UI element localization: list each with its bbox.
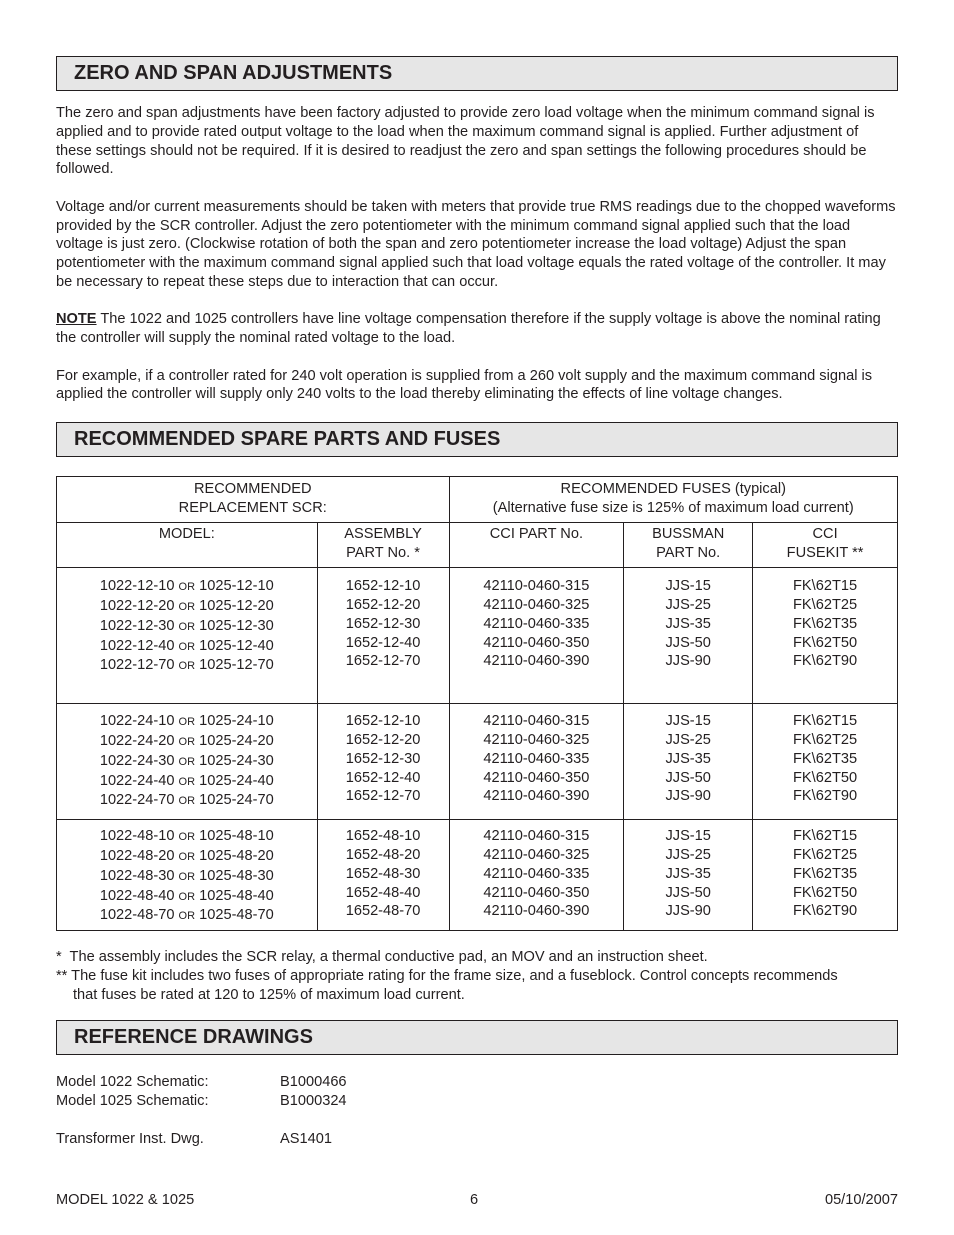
model-1025: 1025-12-40 (199, 637, 274, 654)
table-line: 42110-0460-315 (483, 828, 590, 845)
table-line: 1652-12-30 (345, 615, 421, 632)
column-header-bussman (624, 523, 753, 568)
table-line: FK\62T90 (793, 653, 858, 670)
header-text: BUSSMAN (652, 526, 725, 543)
page-content (56, 56, 898, 1148)
or-word: OR (178, 716, 196, 729)
table-line: 42110-0460-325 (483, 846, 590, 863)
table-row-group (57, 704, 898, 820)
table-line (57, 867, 317, 887)
table-line: 1652-12-20 (345, 596, 421, 613)
reference-label: Model 1025 Schematic: (56, 1093, 209, 1110)
reference-item (56, 1073, 898, 1092)
zero-span-heading: ZERO AND SPAN ADJUSTMENTS (56, 56, 898, 91)
header-text: ASSEMBLY (344, 526, 422, 543)
table-line (57, 752, 317, 772)
footer-page-number: 6 (470, 1192, 479, 1208)
or-word: OR (178, 600, 196, 613)
or-word: OR (178, 755, 196, 768)
table-line: JJS-90 (665, 903, 711, 920)
header-text: RECOMMENDED FUSES (typical) (560, 481, 786, 498)
table-line: FK\62T35 (793, 750, 858, 767)
table-line: FK\62T15 (793, 713, 858, 730)
table-cell-asm (317, 820, 449, 931)
table-cell-asm (317, 568, 449, 704)
table-header-row-1 (57, 477, 898, 523)
table-line: 1652-12-70 (345, 653, 421, 670)
or-word: OR (178, 581, 196, 594)
reference-label: Transformer Inst. Dwg. (56, 1130, 204, 1147)
header-text: REPLACEMENT SCR: (178, 499, 327, 516)
footnote-2-cont: that fuses be rated at 120 to 125% of maximum load current. (73, 986, 465, 1003)
table-line (57, 597, 317, 617)
table-line: JJS-35 (665, 865, 711, 882)
table-line: 42110-0460-315 (483, 713, 590, 730)
model-1022: 1022-48-40 (99, 887, 175, 904)
reference-item (56, 1130, 898, 1149)
model-1022: 1022-24-20 (99, 732, 175, 749)
or-word: OR (178, 640, 196, 653)
zero-span-note (56, 310, 898, 348)
or-word: OR (178, 850, 196, 863)
table-line (57, 887, 317, 907)
table-line: FK\62T50 (793, 884, 858, 901)
table-line (57, 712, 317, 732)
table-line: 42110-0460-335 (483, 615, 590, 632)
zero-span-paragraph-4: For example, if a controller rated for 240 volt operation is supplied from a 260 volt supply and the maximum command signal is applied the controller will supply only 240 volts to the load thereby eliminating the effects of line voltage changes. (56, 367, 873, 403)
table-line: 42110-0460-350 (483, 769, 590, 786)
or-word: OR (178, 890, 196, 903)
model-1022: 1022-12-70 (99, 657, 175, 674)
model-1025: 1025-24-40 (199, 772, 274, 789)
column-header-assembly (317, 523, 449, 568)
table-line: FK\62T25 (793, 731, 858, 748)
or-word: OR (178, 620, 196, 633)
table-line: JJS-50 (665, 634, 711, 651)
model-1025: 1025-12-30 (199, 617, 274, 634)
table-row-group (57, 568, 898, 704)
table-line: FK\62T25 (793, 596, 858, 613)
model-1022: 1022-12-40 (99, 637, 175, 654)
table-line: 1652-12-70 (345, 788, 421, 805)
table-line: FK\62T50 (793, 634, 858, 651)
header-replacement-scr (57, 477, 450, 523)
table-cell-model (57, 820, 318, 931)
note-text: The 1022 and 1025 controllers have line voltage compensation therefore if the supply voltage is above the nominal rating the controller will supply the nominal rated voltage to the load. (56, 311, 881, 347)
or-word: OR (178, 870, 196, 883)
model-1022: 1022-24-40 (99, 772, 175, 789)
model-1025: 1025-24-10 (199, 713, 274, 730)
model-1022: 1022-24-70 (99, 792, 175, 809)
header-text: RECOMMENDED (193, 481, 312, 498)
footnote-2 (56, 967, 898, 986)
table-line: FK\62T15 (793, 828, 858, 845)
model-1022: 1022-12-30 (99, 617, 175, 634)
or-word: OR (178, 735, 196, 748)
reference-value: B1000466 (280, 1074, 347, 1091)
table-cell-cci (449, 704, 624, 820)
model-1022: 1022-24-30 (99, 752, 175, 769)
model-1022: 1022-48-10 (99, 828, 175, 845)
table-body (57, 568, 898, 931)
table-line: FK\62T90 (793, 788, 858, 805)
table-row-group (57, 820, 898, 931)
footnote-text: The fuse kit includes two fuses of appropriate rating for the frame size, and a fuseblock. Control concepts recommends (71, 967, 838, 984)
table-line (57, 732, 317, 752)
or-word: OR (178, 831, 196, 844)
table-line: 42110-0460-390 (483, 903, 590, 920)
table-line (57, 847, 317, 867)
model-1025: 1025-24-70 (199, 792, 274, 809)
table-line: JJS-35 (665, 750, 711, 767)
model-1022: 1022-48-20 (99, 847, 175, 864)
header-text: FUSEKIT ** (786, 544, 864, 561)
table-cell-kit (753, 568, 898, 704)
table-cell-bus (624, 704, 753, 820)
model-1025: 1025-48-30 (199, 867, 274, 884)
table-line: 1652-12-40 (345, 769, 421, 786)
header-recommended-fuses (449, 477, 898, 523)
table-cell-cci (449, 820, 624, 931)
header-text: CCI (812, 526, 838, 543)
table-line: 42110-0460-325 (483, 596, 590, 613)
model-1025: 1025-48-10 (199, 828, 274, 845)
footnote-mark: * (56, 949, 62, 966)
table-line: JJS-35 (665, 615, 711, 632)
or-word: OR (178, 660, 196, 673)
table-line (57, 637, 317, 657)
table-line: JJS-25 (665, 846, 711, 863)
table-line (57, 827, 317, 847)
model-1025: 1025-12-70 (199, 657, 274, 674)
table-cell-bus (624, 820, 753, 931)
table-line: 1652-48-20 (345, 846, 421, 863)
footer-model: MODEL 1022 & 1025 (56, 1192, 195, 1208)
table-line: JJS-50 (665, 884, 711, 901)
table-cell-kit (753, 820, 898, 931)
header-text: PART No. * (346, 544, 420, 561)
footnote-1 (56, 948, 898, 967)
table-line: 1652-12-20 (345, 731, 421, 748)
table-line: FK\62T35 (793, 615, 858, 632)
model-1025: 1025-48-20 (199, 847, 274, 864)
table-line: JJS-25 (665, 596, 711, 613)
table-line: JJS-90 (665, 653, 711, 670)
table-line: 42110-0460-335 (483, 750, 590, 767)
table-line: JJS-15 (665, 713, 711, 730)
reference-item (56, 1092, 898, 1111)
table-line: 42110-0460-350 (483, 634, 590, 651)
table-line: 1652-48-40 (345, 884, 421, 901)
column-header-model: MODEL: (57, 523, 318, 568)
spare-parts-table (56, 476, 898, 931)
table-cell-model (57, 568, 318, 704)
note-label: NOTE (56, 311, 97, 328)
table-line: 42110-0460-335 (483, 865, 590, 882)
footer-date: 05/10/2007 (824, 1192, 898, 1208)
table-line: JJS-15 (665, 828, 711, 845)
model-1025: 1025-12-10 (199, 578, 274, 595)
model-1025: 1025-48-70 (199, 907, 274, 924)
table-line: 1652-48-10 (345, 828, 421, 845)
or-word: OR (178, 775, 196, 788)
table-line (57, 656, 317, 676)
zero-span-paragraph-1: The zero and span adjustments have been factory adjusted to provide zero load voltage when the minimum command signal is applied and to provide rated output voltage to the load when the maximum command signal is applied. Further adjustment of these settings should not be required. If it is desired to readjust the zero and span settings the following procedures should be followed. (56, 105, 875, 178)
table-line: 42110-0460-315 (483, 578, 590, 595)
model-1022: 1022-12-10 (99, 578, 175, 595)
or-word: OR (178, 795, 196, 808)
model-1022: 1022-24-10 (99, 713, 175, 730)
zero-span-paragraph-2: Voltage and/or current measurements should be taken with meters that provide true RMS readings due to the chopped waveforms provided by the SCR controller. Adjust the zero potentiometer with the minimum command signal applied such that the load voltage is just zero. (Clockwise rotation of both the span and zero potentiometer increase the load voltage) Adjust the span potentiometer with the maximum command signal applied such that load voltage equals the rated voltage of the controller. It may be necessary to repeat these steps due to interaction that can occur. (56, 198, 896, 290)
table-line: 1652-12-10 (345, 713, 421, 730)
table-line: JJS-50 (665, 769, 711, 786)
table-cell-cci (449, 568, 624, 704)
reference-list (56, 1073, 898, 1148)
or-word: OR (178, 910, 196, 923)
table-line: 1652-12-10 (345, 578, 421, 595)
reference-label: Model 1022 Schematic: (56, 1074, 209, 1091)
table-cell-model (57, 704, 318, 820)
table-line: 1652-12-40 (345, 634, 421, 651)
table-line: FK\62T35 (793, 865, 858, 882)
table-line (57, 772, 317, 792)
table-line: FK\62T25 (793, 846, 858, 863)
table-line: FK\62T15 (793, 578, 858, 595)
table-line: JJS-15 (665, 578, 711, 595)
footnote-mark: ** (56, 967, 68, 984)
model-1022: 1022-12-20 (99, 597, 175, 614)
table-line: 42110-0460-350 (483, 884, 590, 901)
footnote-text: The assembly includes the SCR relay, a thermal conductive pad, an MOV and an instruction sheet. (69, 949, 708, 966)
column-header-cci-fusekit (753, 523, 898, 568)
table-line: JJS-25 (665, 731, 711, 748)
table-line (57, 906, 317, 926)
table-line (57, 577, 317, 597)
table-line: FK\62T50 (793, 769, 858, 786)
model-1025: 1025-24-20 (199, 732, 274, 749)
column-header-cci-part: CCI PART No. (449, 523, 624, 568)
model-1025: 1025-48-40 (199, 887, 274, 904)
model-1025: 1025-24-30 (199, 752, 274, 769)
model-1025: 1025-12-20 (199, 597, 274, 614)
model-1022: 1022-48-30 (99, 867, 175, 884)
table-line: 42110-0460-390 (483, 653, 590, 670)
header-text: (Alternative fuse size is 125% of maximum load current) (492, 499, 854, 516)
table-line: 1652-48-70 (345, 903, 421, 920)
reference-value: B1000324 (280, 1093, 347, 1110)
table-cell-asm (317, 704, 449, 820)
table-line: FK\62T90 (793, 903, 858, 920)
reference-drawings-heading: REFERENCE DRAWINGS (56, 1020, 898, 1055)
model-1022: 1022-48-70 (99, 907, 175, 924)
reference-value: AS1401 (280, 1130, 332, 1147)
table-line (57, 617, 317, 637)
table-line: 1652-12-30 (345, 750, 421, 767)
table-line: 42110-0460-390 (483, 788, 590, 805)
table-line: 42110-0460-325 (483, 731, 590, 748)
table-line: 1652-48-30 (345, 865, 421, 882)
header-text: PART No. (656, 544, 721, 561)
table-header-row-2 (57, 523, 898, 568)
footnotes (56, 948, 898, 1004)
table-line: JJS-90 (665, 788, 711, 805)
table-line (57, 791, 317, 811)
spare-parts-heading: RECOMMENDED SPARE PARTS AND FUSES (56, 422, 898, 457)
table-cell-bus (624, 568, 753, 704)
table-cell-kit (753, 704, 898, 820)
